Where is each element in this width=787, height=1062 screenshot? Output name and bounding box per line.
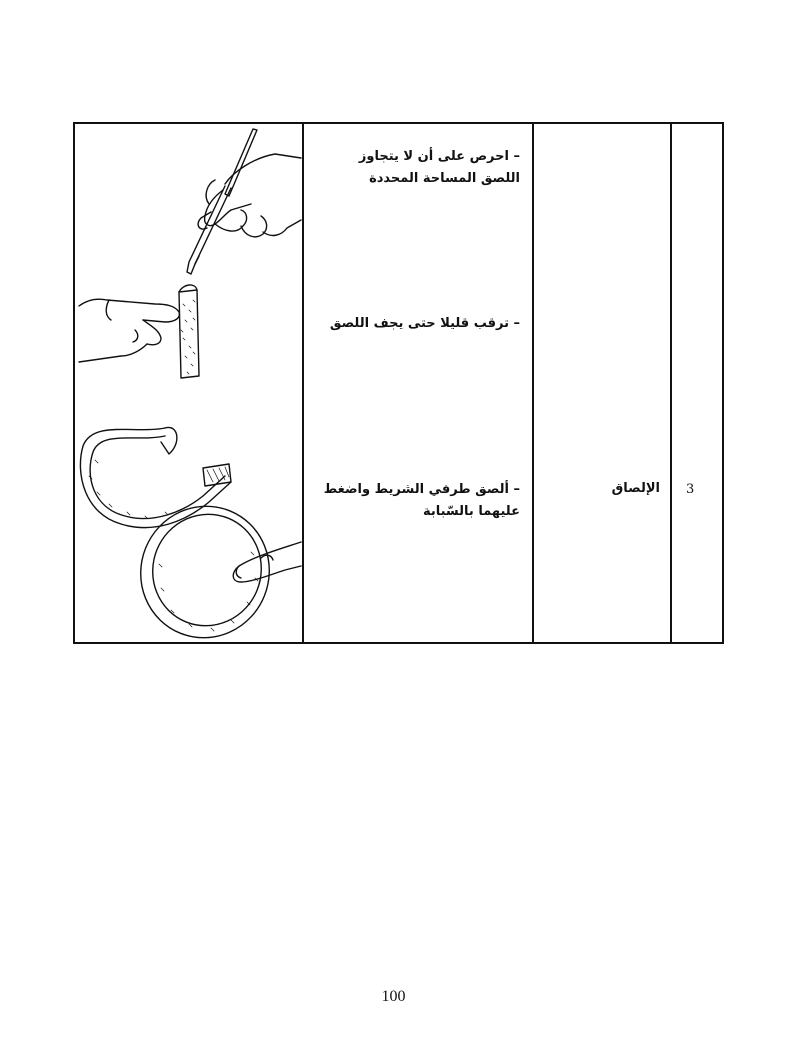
note-glue-area: – احرص على أن لا يتجاوز اللصق المساحة المحددة <box>358 149 520 186</box>
note-press-ends: – ألصق طرفي الشريط واضغط عليهما بالسّبابة <box>323 482 520 519</box>
closed-ring-pressed-icon <box>121 487 301 646</box>
illustration-cell <box>74 123 303 643</box>
glue-procedure-illustration <box>75 124 302 646</box>
note-wait-dry: – ترقب قليلا حتى يجف اللصق <box>329 316 520 331</box>
step-number-cell <box>671 123 723 643</box>
finger-pressing-strip-icon <box>79 285 199 378</box>
step-name-cell <box>533 123 671 643</box>
page-number: 100 <box>381 988 406 1005</box>
brush-applying-glue-icon <box>187 129 301 274</box>
notes-cell <box>303 123 533 643</box>
procedure-table <box>73 122 724 644</box>
open-ring-strip-icon <box>80 427 231 527</box>
step-number: 3 <box>686 482 695 497</box>
step-name: الإلصاق <box>611 481 660 496</box>
table-row <box>74 123 723 643</box>
